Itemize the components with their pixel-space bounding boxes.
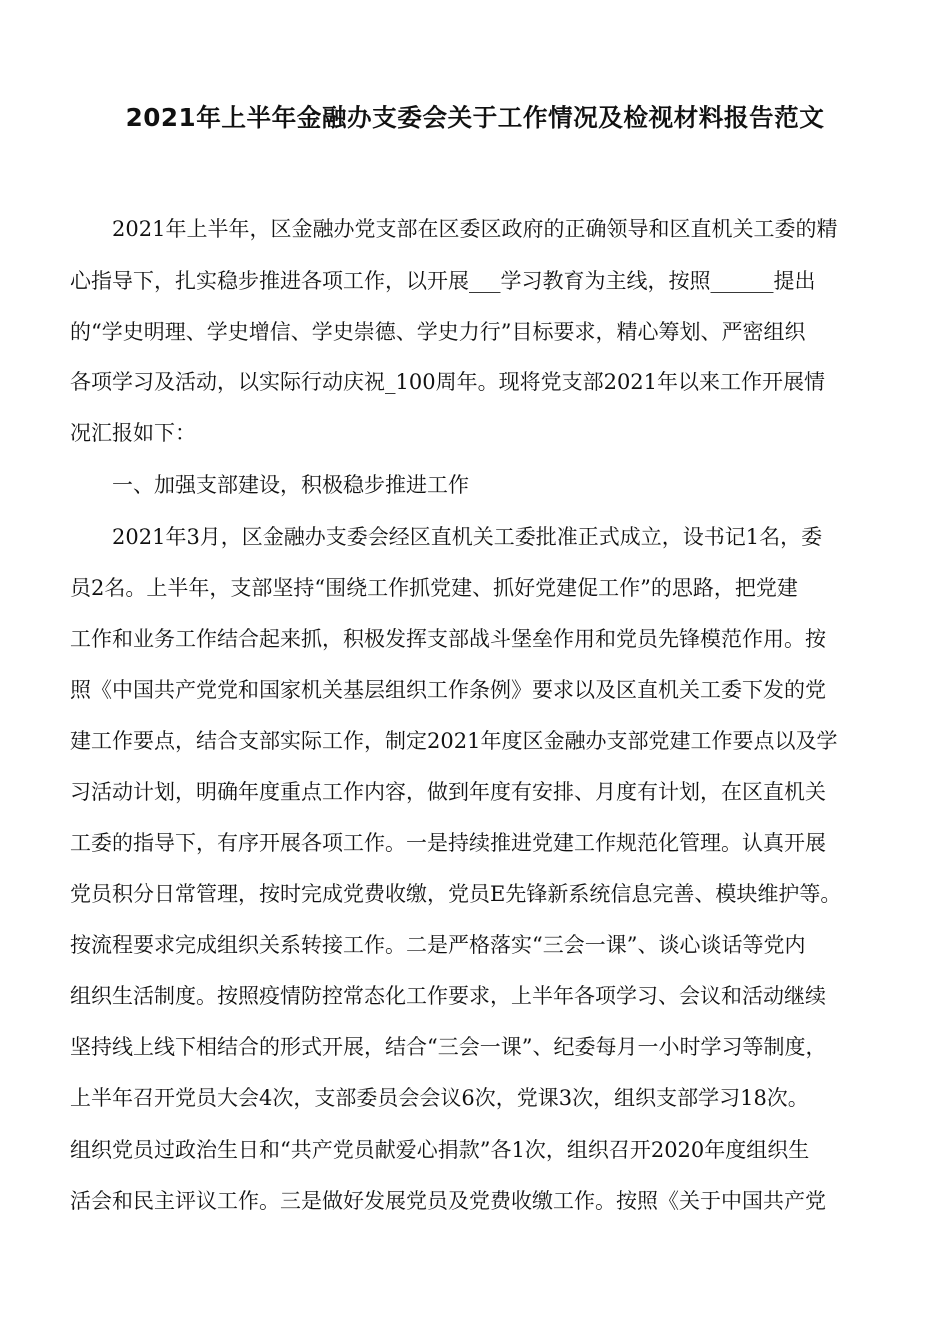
paragraph-intro-line: 2021年上半年，区金融办党支部在区委区政府的正确领导和区直机关工委的精: [70, 217, 838, 241]
paragraph-section-1-line: 上半年召开党员大会4次，支部委员会会议6次，党课3次，组织支部学习18次。: [70, 1086, 809, 1110]
paragraph-section-1-line: 2021年3月，区金融办支委会经区直机关工委批准正式成立，设书记1名，委: [70, 525, 823, 549]
paragraph-intro-line: 的“学史明理、学史增信、学史崇德、学史力行”目标要求，精心筹划、严密组织: [70, 320, 806, 344]
paragraph-section-1-line: 组织党员过政治生日和“共产党员献爱心捐款”各1次，组织召开2020年度组织生: [70, 1138, 810, 1162]
paragraph-section-1-line: 按流程要求完成组织关系转接工作。二是严格落实“三会一课”、谈心谈话等党内: [70, 933, 806, 957]
paragraph-section-1-line: 组织生活制度。按照疫情防控常态化工作要求，上半年各项学习、会议和活动继续: [70, 984, 826, 1008]
paragraph-intro-line: 心指导下，扎实稳步推进各项工作，以开展___学习教育为主线，按照______提出: [70, 269, 816, 293]
paragraph-intro-line: 况汇报如下：: [70, 421, 196, 445]
paragraph-section-1-line: 工委的指导下，有序开展各项工作。一是持续推进党建工作规范化管理。认真开展: [70, 831, 826, 855]
paragraph-section-1-line: 活会和民主评议工作。三是做好发展党员及党费收缴工作。按照《关于中国共产党: [70, 1189, 826, 1213]
paragraph-intro-line: 各项学习及活动，以实际行动庆祝_100周年。现将党支部2021年以来工作开展情: [70, 370, 826, 394]
paragraph-section-1-line: 习活动计划，明确年度重点工作内容，做到年度有安排、月度有计划，在区直机关: [70, 780, 826, 804]
paragraph-section-1-line: 工作和业务工作结合起来抓，积极发挥支部战斗堡垒作用和党员先锋模范作用。按: [70, 627, 826, 651]
paragraph-section-1-line: 照《中国共产党党和国家机关基层组织工作条例》要求以及区直机关工委下发的党: [70, 678, 826, 702]
paragraph-section-1-line: 建工作要点，结合支部实际工作，制定2021年度区金融办支部党建工作要点以及学: [70, 729, 838, 753]
section-heading-1-line: 一、加强支部建设，积极稳步推进工作: [70, 473, 469, 497]
paragraph-section-1-line: 员2名。上半年，支部坚持“围绕工作抓党建、抓好党建促工作”的思路，把党建: [70, 576, 798, 600]
document-title: 2021年上半年金融办支委会关于工作情况及检视材料报告范文: [125, 103, 825, 132]
paragraph-section-1-line: 党员积分日常管理，按时完成党费收缴，党员E先锋新系统信息完善、模块维护等。: [70, 882, 842, 906]
paragraph-section-1-line: 坚持线上线下相结合的形式开展，结合“三会一课”、纪委每月一小时学习等制度，: [70, 1035, 827, 1059]
